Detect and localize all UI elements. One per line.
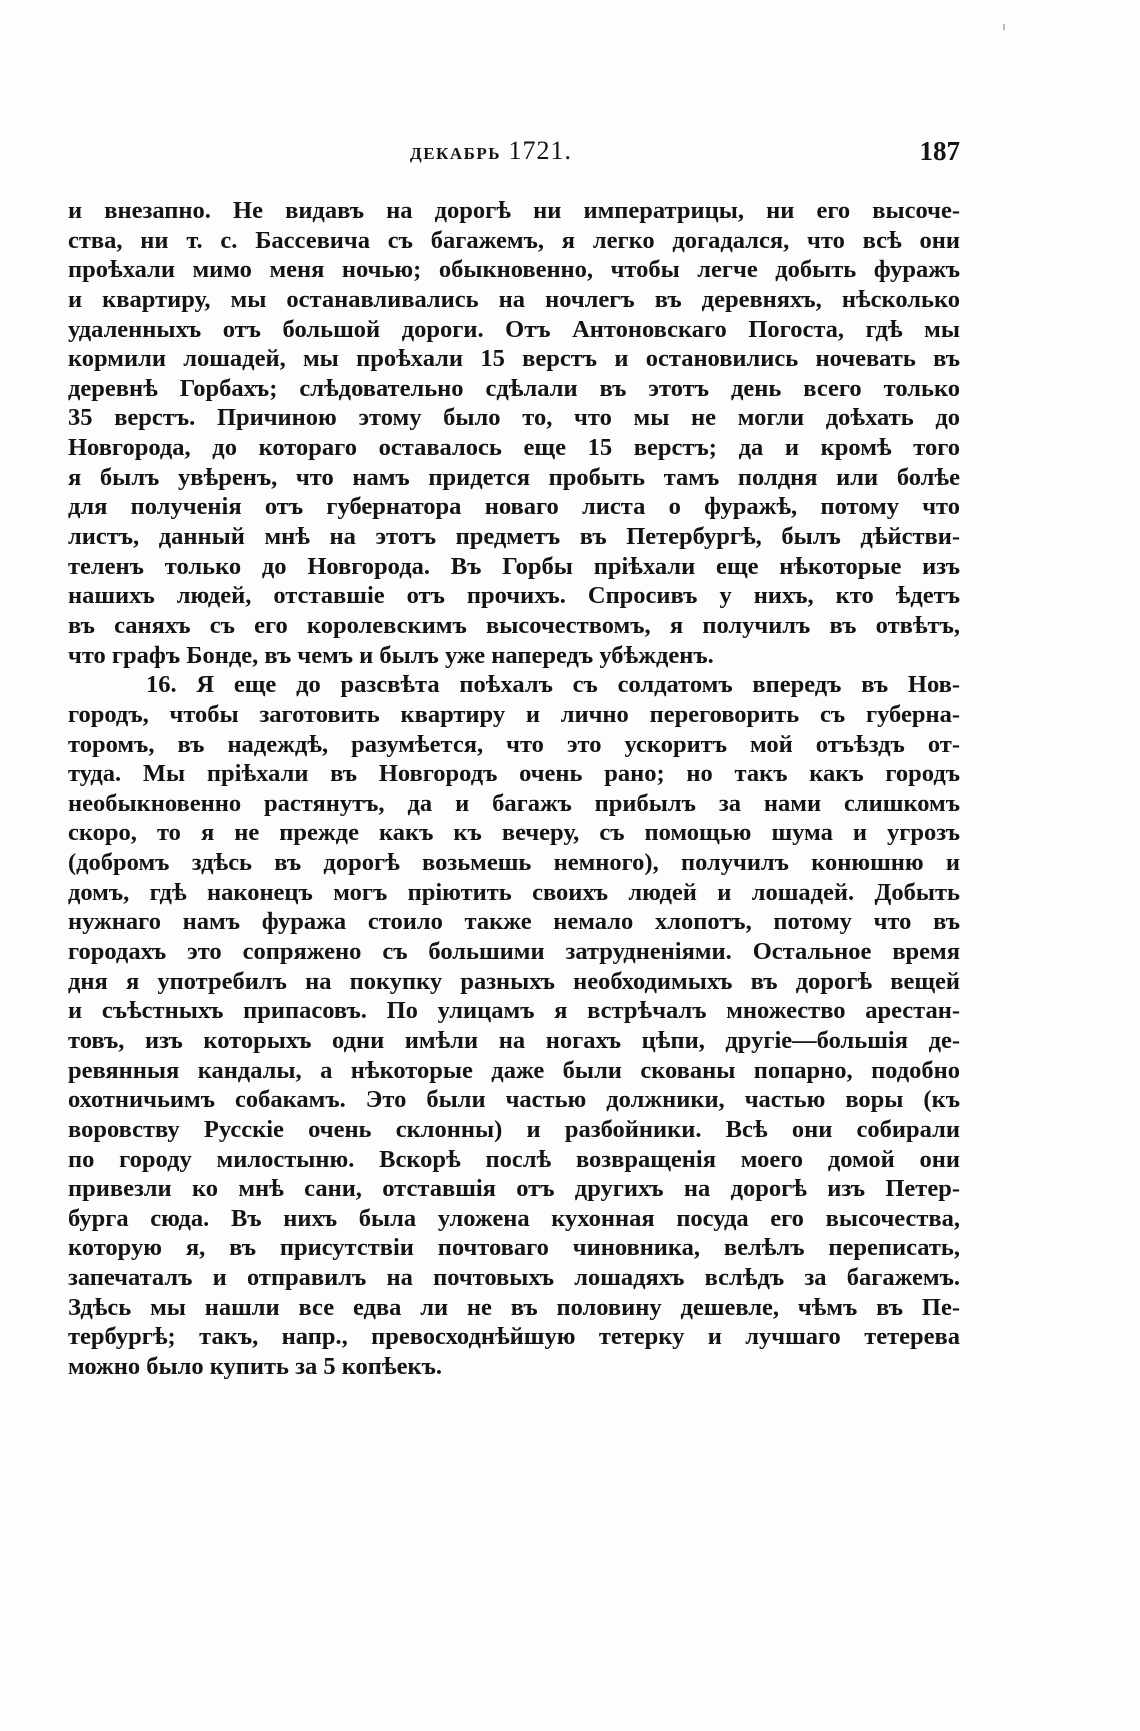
running-head-month: ДЕКАБРЬ	[410, 144, 502, 163]
text-line: нашихъ людей, отставшіе отъ прочихъ. Спросивъ у нихъ, кто ѣдетъ	[68, 582, 960, 610]
text-line: теленъ только до Новгорода. Въ Горбы пріѣхали еще нѣкоторые изъ	[68, 552, 960, 580]
text-line: товъ, изъ которыхъ одни имѣли на ногахъ цѣпи, другіе—большія де-	[68, 1026, 960, 1054]
text-line: запечаталъ и отправилъ на почтовыхъ лошадяхъ вслѣдъ за багажемъ.	[68, 1264, 960, 1292]
page-header	[410, 136, 960, 176]
text-line: удаленныхъ отъ большой дороги. Отъ Антоновскаго Погоста, гдѣ мы	[68, 315, 960, 343]
text-line: по городу милостыню. Вскорѣ послѣ возвращенія моего домой они	[68, 1145, 960, 1173]
running-head	[410, 136, 572, 166]
text-line: бурга сюда. Въ нихъ была уложена кухонная посуда его высочества,	[68, 1204, 960, 1232]
text-line: деревнѣ Горбахъ; слѣдовательно сдѣлали въ этотъ день всего только	[68, 374, 960, 402]
text-line: тербургѣ; такъ, напр., превосходнѣйшую тетерку и лучшаго тетерева	[68, 1323, 960, 1351]
text-line: и съѣстныхъ припасовъ. По улицамъ я встрѣчалъ множество арестан-	[68, 997, 960, 1025]
text-line: и квартиру, мы останавливались на ночлегъ въ деревняхъ, нѣсколько	[68, 285, 960, 313]
text-line: (добромъ здѣсь въ дорогѣ возьмешь немного), получилъ конюшню и	[68, 849, 960, 877]
text-line: и внезапно. Не видавъ на дорогѣ ни императрицы, ни его высоче-	[68, 197, 960, 224]
text-line: ревянныя кандалы, а нѣкоторые даже были скованы попарно, подобно	[68, 1056, 960, 1084]
text-line: что графъ Бонде, въ чемъ и былъ уже напередъ убѣжденъ.	[68, 641, 714, 669]
text-line: дня я употребилъ на покупку разныхъ необходимыхъ въ дорогѣ вещей	[68, 967, 960, 995]
text-line: Новгорода, до котораго оставалось еще 15 верстъ; да и кромѣ того	[68, 434, 960, 462]
running-head-year: 1721.	[508, 136, 573, 165]
text-line: туда. Мы пріѣхали въ Новгородъ очень рано; но такъ какъ городъ	[68, 760, 960, 788]
text-line: охотничьимъ собакамъ. Это были частью должники, частью воры (къ	[68, 1086, 960, 1114]
text-line: я былъ увѣренъ, что намъ придется пробыть тамъ полдня или болѣе	[68, 463, 960, 491]
text-line: проѣхали мимо меня ночью; обыкновенно, чтобы легче добыть фуражъ	[68, 256, 960, 284]
paragraph-start-line: 16. Я еще до разсвѣта поѣхалъ съ солдатомъ впередъ въ Нов-	[146, 671, 960, 699]
text-line: городъ, чтобы заготовить квартиру и лично переговорить съ губерна-	[68, 700, 960, 728]
page-number: 187	[919, 136, 960, 166]
text-line: въ саняхъ съ его королевскимъ высочествомъ, я получилъ въ отвѣтъ,	[68, 611, 960, 639]
text-line: торомъ, въ надеждѣ, разумѣется, что это ускоритъ мой отъѣздъ от-	[68, 730, 960, 758]
scan-mark	[1003, 24, 1005, 30]
text-line: скоро, то я не прежде какъ къ вечеру, съ помощью шума и угрозъ	[68, 819, 960, 847]
text-line: нужнаго намъ фуража стоило также немало хлопотъ, потому что въ	[68, 908, 960, 936]
text-line: можно было купить за 5 копѣекъ.	[68, 1352, 442, 1380]
text-line: Здѣсь мы нашли все едва ли не въ половину дешевле, чѣмъ въ Пе-	[68, 1293, 960, 1321]
text-line: городахъ это сопряжено съ большими затрудненіями. Остальное время	[68, 938, 960, 966]
text-line: ства, ни т. с. Бассевича съ багажемъ, я легко догадался, что всѣ они	[68, 226, 960, 254]
body-text	[68, 196, 960, 1382]
text-line: листъ, данный мнѣ на этотъ предметъ въ Петербургѣ, былъ дѣйстви-	[68, 523, 960, 551]
text-line: для полученія отъ губернатора новаго листа о фуражѣ, потому что	[68, 493, 960, 521]
text-line: 35 верстъ. Причиною этому было то, что мы не могли доѣхать до	[68, 404, 960, 432]
text-line: привезли ко мнѣ сани, отставшія отъ другихъ на дорогѣ изъ Петер-	[68, 1175, 960, 1203]
text-line: необыкновенно растянутъ, да и багажъ прибылъ за нами слишкомъ	[68, 789, 960, 817]
text-line: кормили лошадей, мы проѣхали 15 верстъ и остановились ночевать въ	[68, 345, 960, 373]
text-line: которую я, въ присутствіи почтоваго чиновника, велѣлъ переписать,	[68, 1234, 960, 1262]
text-line: домъ, гдѣ наконецъ могъ пріютить своихъ людей и лошадей. Добыть	[68, 878, 960, 906]
text-line: воровству Русскіе очень склонны) и разбойники. Всѣ они собирали	[68, 1115, 960, 1143]
